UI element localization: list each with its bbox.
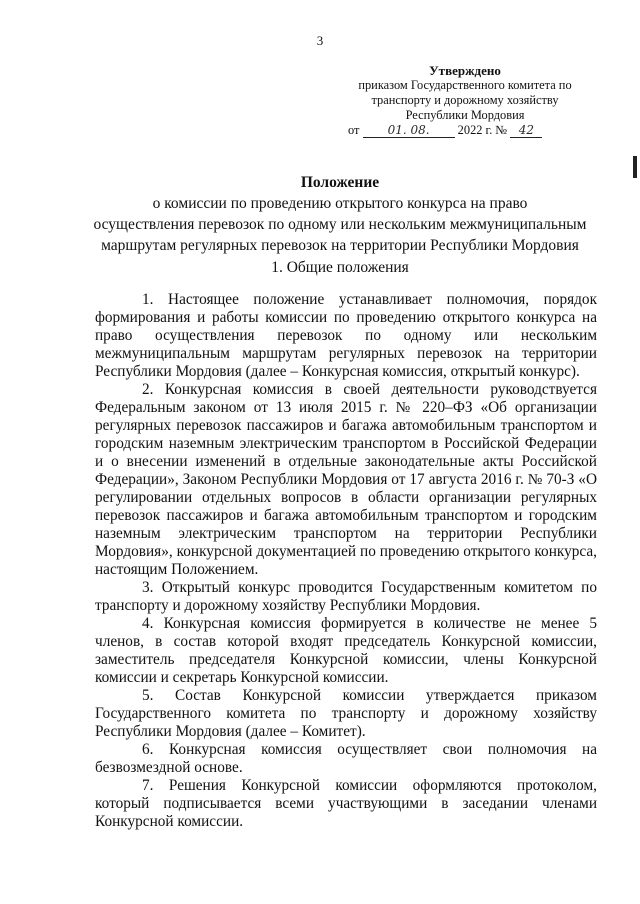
paragraph-5: 5. Состав Конкурсной комиссии утверждается приказом Государственного комитета по транспорту и дорожному хозяйству Республики Мордовия (далее – Комитет).: [95, 687, 597, 740]
approval-block: [340, 63, 590, 138]
document-subtitle-line-2: осуществления перевозок по одному или нескольким межмуниципальным: [93, 216, 587, 233]
paragraph-6: 6. Конкурсная комиссия осуществляет свои полномочия на безвозмездной основе.: [95, 741, 597, 776]
handwritten-number: 42: [510, 124, 542, 138]
document-body: [95, 291, 597, 831]
paragraph-2: 2. Конкурсная комиссия в своей деятельности руководствуется Федеральным законом от 13 июля 2015 г. № 220–ФЗ «Об организации регулярных перевозок пассажиров и багажа автомобильным транспортом и городским наземным электрическим транспортом в Российской Федерации и о внесении изменений в отдельные законодательные акты Российской Федерации», Законом Республики Мордовия от 17 августа 2016 г. № 70-З «О регулировании отдельных вопросов в области организации регулярных перевозок пассажиров и багажа автомобильным транспортом и городским наземным электрическим транспортом на территории Республики Мордовия», конкурсной документацией по проведению открытого конкурса, настоящим Положением.: [95, 381, 597, 578]
from-label: от: [348, 123, 360, 137]
paragraph-4: 4. Конкурсная комиссия формируется в количестве не менее 5 членов, в состав которой входят председатель Конкурсной комиссии, заместитель председателя Конкурсной комиссии, члены Конкурсной комиссии и секретарь Конкурсной комиссии.: [95, 615, 597, 686]
paragraph-3: 3. Открытый конкурс проводится Государственным комитетом по транспорту и дорожному хозяйству Республики Мордовия.: [95, 579, 597, 614]
page-number: 3: [316, 33, 324, 48]
approval-date-line: [340, 123, 590, 138]
document-subtitle-line-1: о комиссии по проведению открытого конкурса на право: [152, 195, 528, 212]
document-subtitle-line-3: маршрутам регулярных перевозок на территории Республики Мордовия: [101, 237, 579, 254]
paragraph-1: 1. Настоящее положение устанавливает полномочия, порядок формирования и работы комиссии по проведению открытого конкурса на право осуществления перевозок по одному или нескольким межмуниципальным маршрутам регулярных перевозок на территории Республики Мордовия (далее – Конкурсная комиссия, открытый конкурс).: [95, 291, 597, 380]
approval-line-1: приказом Государственного комитета по: [358, 78, 572, 92]
approval-line-2: транспорту и дорожному хозяйству: [371, 93, 559, 107]
paragraph-7: 7. Решения Конкурсной комиссии оформляются протоколом, который подписывается всеми участвующими в заседании членами Конкурсной комиссии.: [95, 777, 597, 830]
section-heading: 1. Общие положения: [271, 259, 409, 276]
approval-heading: Утверждено: [429, 63, 501, 78]
margin-mark: [633, 156, 637, 178]
title-block: [80, 173, 600, 256]
approval-line-3: Республики Мордовия: [405, 108, 525, 122]
handwritten-date: 01. 08.: [363, 124, 455, 138]
document-title: Положение: [300, 174, 380, 191]
year-label: 2022 г. №: [457, 123, 508, 137]
